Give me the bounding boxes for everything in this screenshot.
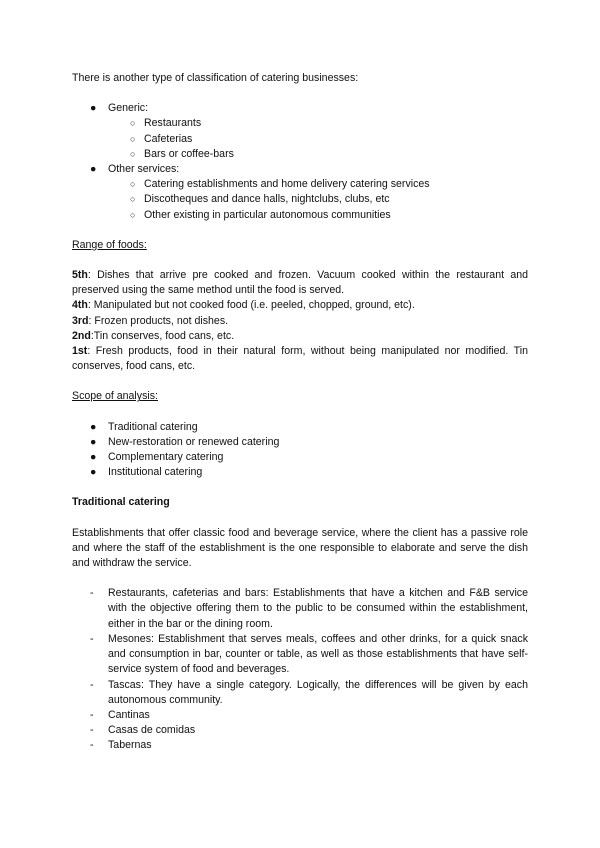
list-item-label: Cafeterias — [144, 132, 193, 145]
list-item-label: Traditional catering — [108, 420, 198, 433]
traditional-heading: Traditional catering — [72, 496, 170, 509]
range-item — [72, 344, 528, 374]
range-item — [72, 329, 528, 344]
list-item-label: Restaurants — [144, 117, 202, 130]
range-text: Fresh products, food in their natural form, without being manipulated nor modified. Tin conserves, food cans, etc. — [72, 345, 529, 373]
document-page — [72, 71, 528, 754]
list-item — [72, 678, 528, 708]
sub-bullet-marker: ○ — [130, 209, 136, 220]
list-item-label: Catering establishments and home delivery catering services — [144, 178, 430, 191]
range-rank: 4th — [72, 299, 88, 312]
range-text: Dishes that arrive pre cooked and frozen. Vacuum cooked within the restaurant and preserved using the same method until the food is served. — [72, 269, 528, 297]
sub-bullet-marker: ○ — [130, 194, 136, 205]
sub-bullet-marker: ○ — [130, 148, 136, 159]
bullet-marker: ● — [90, 435, 97, 448]
sub-list — [108, 116, 528, 162]
list-item — [72, 708, 528, 723]
list-item — [108, 208, 528, 223]
list-item — [108, 132, 528, 147]
scope-list — [72, 420, 528, 481]
list-item-text: Mesones: Establishment that serves meals, coffees and other drinks, for a quick snack and consumption in bar, counter or table, as well as those establishments that have self-service system of food and beverages. — [108, 632, 528, 676]
range-item — [72, 268, 528, 298]
traditional-intro: Establishments that offer classic food and beverage service, where the client has a passive role and where the staff of the establishment is the one responsible to elaborate and serve the dish and withdraw the service. — [72, 526, 528, 570]
list-item — [72, 632, 528, 678]
list-item-text: Tabernas — [108, 739, 152, 752]
bullet-marker: ● — [90, 466, 97, 479]
range-separator: : — [87, 345, 96, 358]
dash-marker: - — [90, 632, 94, 645]
list-item-label: Complementary catering — [108, 451, 224, 464]
intro-paragraph: There is another type of classification of catering businesses: — [72, 72, 359, 84]
list-item — [72, 101, 528, 162]
dash-marker: - — [90, 724, 94, 737]
list-item — [108, 116, 528, 131]
range-text: Tin conserves, food cans, etc. — [93, 329, 235, 342]
range-heading: Range of foods: — [72, 238, 147, 251]
list-item-text: Cantinas — [108, 708, 150, 721]
list-item — [72, 586, 528, 632]
list-item-label: New-restoration or renewed catering — [108, 435, 280, 448]
sub-bullet-marker: ○ — [130, 179, 136, 190]
range-of-foods — [72, 268, 528, 374]
range-separator: : — [90, 329, 94, 342]
list-item — [72, 465, 528, 480]
list-item-label: Bars or coffee-bars — [144, 147, 234, 160]
bullet-marker: ● — [90, 420, 97, 433]
list-item — [108, 192, 528, 207]
dash-marker: - — [90, 708, 94, 721]
range-text: Frozen products, not dishes. — [94, 314, 229, 327]
range-text: Manipulated but not cooked food (i.e. peeled, chopped, ground, etc). — [93, 299, 415, 312]
list-item — [72, 738, 528, 753]
bullet-marker: ● — [90, 102, 97, 115]
list-item — [72, 162, 528, 223]
list-item — [108, 177, 528, 192]
range-separator: : — [88, 314, 95, 327]
dash-marker: - — [90, 587, 94, 600]
scope-heading: Scope of analysis: — [72, 390, 158, 403]
range-rank: 2nd — [72, 329, 91, 342]
list-item — [72, 723, 528, 738]
list-item — [72, 420, 528, 435]
list-item-text: Restaurants, cafeterias and bars: Establishments that have a kitchen and F&B service with the objective offering them to the public to be consumed within the establishment, either in the bar or the dining room. — [108, 587, 528, 630]
bullet-marker: ● — [90, 451, 97, 464]
list-item-label: Generic: — [108, 102, 149, 115]
bullet-marker: ● — [90, 163, 97, 176]
list-item-text: Tascas: They have a single category. Logically, the differences will be given by each autonomous community. — [108, 678, 528, 706]
traditional-list — [72, 586, 528, 753]
list-item — [72, 435, 528, 450]
dash-marker: - — [90, 678, 94, 691]
classification-list — [72, 101, 528, 223]
sub-bullet-marker: ○ — [130, 133, 136, 144]
dash-marker: - — [90, 739, 94, 752]
list-item-text: Casas de comidas — [108, 724, 196, 737]
range-separator: : — [87, 269, 98, 282]
list-item — [108, 147, 528, 162]
range-item — [72, 314, 528, 329]
list-item-label: Discotheques and dance halls, nightclubs, clubs, etc — [144, 193, 390, 206]
list-item — [72, 450, 528, 465]
sub-bullet-marker: ○ — [130, 118, 136, 129]
list-item-label: Other services: — [108, 163, 180, 176]
range-rank: 1st — [72, 345, 88, 358]
list-item-label: Other existing in particular autonomous communities — [144, 208, 391, 221]
range-item — [72, 298, 528, 313]
sub-list — [108, 177, 528, 223]
range-rank: 3rd — [72, 314, 89, 327]
list-item-label: Institutional catering — [108, 466, 203, 479]
range-separator: : — [87, 299, 94, 312]
range-rank: 5th — [72, 269, 88, 282]
